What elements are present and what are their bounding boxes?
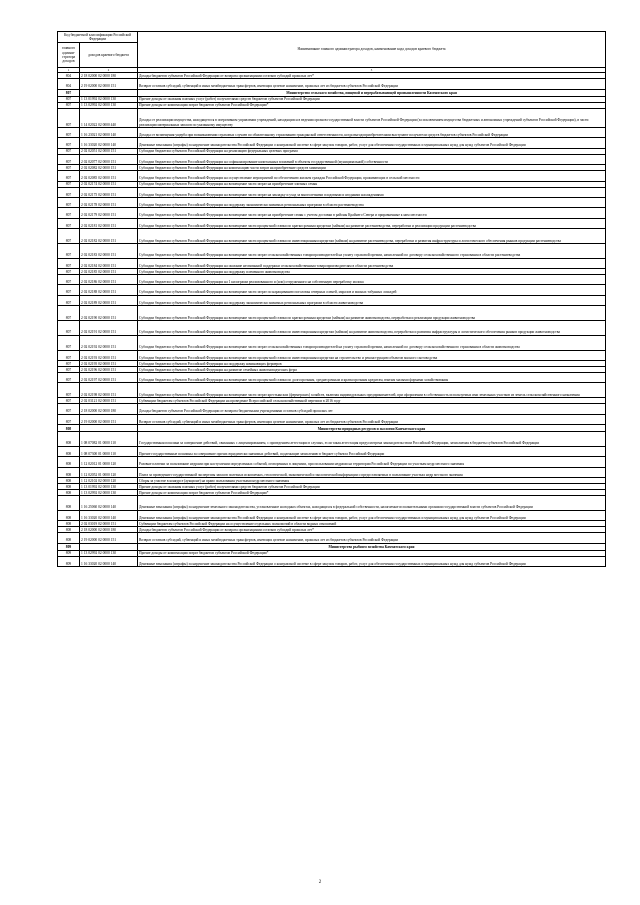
income-code-cell: 2 02 02195 02 0000 151 (80, 361, 138, 367)
table-row (58, 350, 606, 360)
admin-code-cell: 807 (58, 154, 80, 164)
income-name-cell: Плата за проведение государственной экспертизы запасов полезных ископаемых, геологической, экономической и экологической информации о предоставляемых в пользование участках недр местного значения (138, 467, 606, 477)
income-code-cell: 2 19 02000 02 0000 151 (80, 79, 138, 89)
admin-code-cell: 809 (58, 556, 80, 566)
income-name-cell: Субсидии бюджетам субъектов Российской Федерации на возмещение части затрат по наращиванию поголовья северных оленей, маралов и мясных табунных лошадей (138, 285, 606, 295)
income-name-cell: Субвенции бюджетам субъектов Российской Федерации на проведение Всероссийской сельскохозяйственной переписи в 2016 году (138, 398, 606, 404)
income-name-cell: Субсидии бюджетам субъектов Российской Федерации на реализацию федеральных целевых программ (138, 148, 606, 154)
admin-code-cell: 807 (58, 414, 80, 424)
income-name-cell: Субсидии бюджетам субъектов Российской Федерации на возмещение части процентной ставки по долгосрочным, среднесрочным и краткосрочным кредитам, взятым малыми формами хозяйствования (138, 373, 606, 383)
income-code-cell (80, 425, 138, 432)
income-name-cell: Субсидии бюджетам субъектов Российской Федерации на возмещение части процентной ставки по инвестиционным кредитам (займам) на развитие животноводства, переработки и развития инфраструктуры и логистического обеспечения рынков продукции животноводства (138, 321, 606, 336)
ministry-section-row (58, 425, 606, 432)
income-code-cell: 1 13 01992 02 0000 130 (80, 483, 138, 489)
income-code-cell: 1 16 23021 02 0000 140 (80, 127, 138, 137)
income-name-cell: Субсидии бюджетам субъектов Российской Федерации на компенсацию части затрат на приобретение средств химизации (138, 165, 606, 171)
admin-code-cell: 807 (58, 127, 80, 137)
income-code-cell: 2 02 03121 02 0000 151 (80, 398, 138, 404)
table-row (58, 446, 606, 456)
income-name-cell: Субсидии бюджетам субъектов Российской Федерации на поддержку начинающих фермеров (138, 361, 606, 367)
income-name-cell: Прочие доходы от оказания платных услуг (работ) получателями средств бюджетов субъектов Российской Федерации (138, 96, 606, 102)
income-name-cell: Субсидии бюджетам субъектов Российской Федерации на развитие семейных животноводческих ферм (138, 367, 606, 373)
table-row (58, 556, 606, 566)
income-classification-table (57, 31, 606, 567)
admin-code-cell: 807 (58, 404, 80, 414)
table-row (58, 467, 606, 477)
table-row (58, 432, 606, 447)
table-row (58, 457, 606, 467)
page-number: 2 (318, 880, 322, 885)
income-code-cell: 1 14 02022 02 0000 440 (80, 108, 138, 127)
income-code-cell: 1 13 02992 02 0000 130 (80, 489, 138, 495)
income-code-cell: 1 12 02102 02 0000 120 (80, 477, 138, 483)
income-name-cell: Субсидии бюджетам субъектов Российской Федерации на поддержку экономически значимых региональных программ в области животноводства (138, 295, 606, 305)
income-name-cell: Денежные взыскания (штрафы) за нарушение законодательства Российской Федерации о контрактной системе в сфере закупок товаров, работ, услуг для обеспечения государственных и муниципальных нужд для нужд субъектов Российской Федерации (138, 510, 606, 520)
income-name-cell: Субсидии бюджетам субъектов Российской Федерации на возмещение части процентной ставки по краткосрочным кредитам (займам) на развитие животноводства, переработки и реализации продукции животноводства (138, 306, 606, 321)
admin-code-cell: 807 (58, 361, 80, 367)
table-row (58, 79, 606, 89)
table-row (58, 154, 606, 164)
table-row (58, 258, 606, 268)
income-name-cell: Прочие доходы от компенсации затрат бюджетов субъектов Российской Федерации* (138, 102, 606, 108)
income-code-cell: 2 18 02000 02 0000 180 (80, 404, 138, 414)
income-code-cell: 2 02 02174 02 0000 151 (80, 181, 138, 187)
admin-code-cell: 808 (58, 457, 80, 467)
admin-code-cell: 807 (58, 165, 80, 171)
income-code-cell: 2 02 02077 02 0000 151 (80, 154, 138, 164)
admin-code-cell: 807 (58, 269, 80, 275)
table-row (58, 495, 606, 510)
income-code-cell: 1 08 07082 01 0000 110 (80, 432, 138, 447)
income-code-cell: 1 16 33020 02 0000 140 (80, 556, 138, 566)
table-row (58, 335, 606, 350)
admin-code-cell: 808 (58, 521, 80, 527)
ministry-section-row (58, 89, 606, 96)
admin-code-cell: 807 (58, 335, 80, 350)
table-row (58, 533, 606, 543)
table-row (58, 414, 606, 424)
income-code-cell: 2 02 02196 02 0000 151 (80, 367, 138, 373)
income-name-cell: Возврат остатков субсидий, субвенций и иных межбюджетных трансфертов, имеющих целевое назначение, прошлых лет из бюджетов субъектов Российской Федерации (138, 414, 606, 424)
income-name-cell: Субсидии бюджетам субъектов Российской Федерации на возмещение части процентной ставки по инвестиционным кредитам на строительство и реконструкцию объектов мясного скотоводства (138, 350, 606, 360)
admin-code-cell: 807 (58, 208, 80, 218)
admin-code-cell: 807 (58, 148, 80, 154)
income-code-cell: 2 02 02186 02 0000 151 (80, 275, 138, 285)
table-row (58, 510, 606, 520)
admin-code-cell: 807 (58, 306, 80, 321)
income-code-cell: 2 02 02190 02 0000 151 (80, 306, 138, 321)
admin-code-cell: 807 (58, 383, 80, 398)
income-code-cell: 2 02 02175 02 0000 151 (80, 187, 138, 197)
admin-code-cell: 807 (58, 398, 80, 404)
admin-code-cell: 807 (58, 367, 80, 373)
income-name-cell: Прочие доходы от компенсации затрат бюджетов субъектов Российской Федерации* (138, 489, 606, 495)
income-name-cell: Доходы бюджетов субъектов Российской Федерации от возврата бюджетными учреждениями остатков субсидий прошлых лет (138, 404, 606, 414)
income-name-cell: Субсидии бюджетам субъектов Российской Федерации на возмещение части затрат крестьянских (фермерских) хозяйств, включая индивидуальных предпринимателей, при оформлении в собственность используемых ими земельных участков из земель сельскохозяйственного назначения (138, 383, 606, 398)
admin-code-cell: 807 (58, 350, 80, 360)
income-name-cell: Субсидии бюджетам субъектов Российской Федерации на поддержку экономически значимых региональных программ в области растениеводства (138, 197, 606, 207)
table-row (58, 197, 606, 207)
admin-code-cell: 809 (58, 550, 80, 556)
header-income: доходов краевого бюджета (80, 43, 138, 68)
income-name-cell: Субсидии бюджетам субъектов Российской Федерации на оказание несвязанной поддержки сельскохозяйственным товаропроизводителям в области растениеводства (138, 258, 606, 268)
column-number: 2 (80, 68, 138, 73)
income-name-cell: Субсидии бюджетам субъектов Российской Федерации на софинансирование капитальных вложений в объекты государственной (муниципальной) собственности (138, 154, 606, 164)
admin-code-cell: 807 (58, 295, 80, 305)
income-code-cell: 1 12 02012 01 0000 120 (80, 457, 138, 467)
table-row (58, 229, 606, 244)
admin-code-cell: 807 (58, 321, 80, 336)
table-row (58, 171, 606, 181)
income-name-cell: Сборы за участие в конкурсе (аукционе) на право пользования участками недр местного значения (138, 477, 606, 483)
admin-code-cell: 807 (58, 275, 80, 285)
table-row (58, 295, 606, 305)
admin-code-cell: 808 (58, 527, 80, 533)
income-code-cell: 2 02 02197 02 0000 151 (80, 373, 138, 383)
table-row (58, 218, 606, 228)
table-row (58, 108, 606, 127)
income-code-cell: 2 19 02000 02 0000 151 (80, 414, 138, 424)
income-name-cell: Доходы бюджетов субъектов Российской Федерации от возврата организациями остатков субсидий прошлых лет* (138, 527, 606, 533)
admin-code-cell: 807 (58, 229, 80, 244)
income-name-cell: Субсидии бюджетам субъектов Российской Федерации на возмещение части затрат сельскохозяйственных товаропроизводителей на уплату страховой премии, начисленной по договору сельскохозяйственного страхования в области животноводства (138, 335, 606, 350)
income-code-cell: 2 02 02193 02 0000 151 (80, 350, 138, 360)
income-name-cell: Субсидии бюджетам субъектов Российской Федерации на возмещение части затрат сельскохозяйственных товаропроизводителей на уплату страховой премии, начисленной по договору сельскохозяйственного страхования в области растениеводства (138, 243, 606, 258)
income-name-cell: Государственная пошлина за совершение действий, связанных с лицензированием, с проведением аттестации в случаях, если такая аттестация предусмотрена законодательством Российской Федерации, зачисляемая в бюджеты субъектов Российской Федерации (138, 432, 606, 447)
income-code-cell: 2 02 02178 02 0000 151 (80, 197, 138, 207)
admin-code-cell: 807 (58, 108, 80, 127)
column-number: 1 (58, 68, 80, 73)
income-name-cell: Субсидии бюджетам субъектов Российской Федерации на возмещение части затрат на приобретение семян с учетом доставки в районы Крайнего Севера и приравненные к ним местности (138, 208, 606, 218)
table-row (58, 138, 606, 148)
admin-code-cell: 808 (58, 432, 80, 447)
income-code-cell (80, 543, 138, 550)
income-name-cell: Денежные взыскания (штрафы) за нарушение законодательства Российской Федерации о контрактной системе в сфере закупок товаров, работ, услуг для обеспечения государственных и муниципальных нужд для нужд субъектов Российской Федерации (138, 138, 606, 148)
income-code-cell: 2 02 02082 02 0000 151 (80, 165, 138, 171)
income-name-cell: Субсидии бюджетам субъектов Российской Федерации на поддержку племенного животноводства (138, 269, 606, 275)
admin-code-cell: 808 (58, 489, 80, 495)
admin-code-cell: 807 (58, 373, 80, 383)
income-code-cell (80, 89, 138, 96)
income-code-cell: 1 16 25060 02 0000 140 (80, 495, 138, 510)
header-name: Наименование главного администратора доходов, наименование кода доходов краевого бюджета (138, 32, 606, 68)
table-row (58, 127, 606, 137)
income-name-cell: Возврат остатков субсидий, субвенций и иных межбюджетных трансфертов, имеющих целевое назначение, прошлых лет из бюджетов субъектов Российской Федерации (138, 79, 606, 89)
income-code-cell: 1 16 33020 02 0000 140 (80, 138, 138, 148)
admin-code-cell: 808 (58, 477, 80, 483)
admin-code-cell: 804 (58, 73, 80, 79)
table-row (58, 321, 606, 336)
income-code-cell: 2 02 02185 02 0000 151 (80, 269, 138, 275)
income-code-cell: 2 02 02191 02 0000 151 (80, 321, 138, 336)
admin-code-cell: 807 (58, 96, 80, 102)
income-name-cell: Денежные взыскания (штрафы) за нарушение земельного законодательства, установленное на водных объектах, находящихся в федеральной собственности, налагаемые исполнительными органами государственной власти субъектов Российской Федерации (138, 495, 606, 510)
income-code-cell: 2 02 02182 02 0000 151 (80, 229, 138, 244)
admin-code-cell: 808 (58, 425, 80, 432)
admin-code-cell: 808 (58, 495, 80, 510)
income-code-cell: 2 02 02184 02 0000 151 (80, 258, 138, 268)
admin-code-cell: 807 (58, 197, 80, 207)
admin-code-cell: 807 (58, 258, 80, 268)
admin-code-cell: 807 (58, 285, 80, 295)
admin-code-cell: 808 (58, 483, 80, 489)
income-code-cell: 1 16 33020 02 0000 140 (80, 510, 138, 520)
admin-code-cell: 808 (58, 533, 80, 543)
table-row (58, 243, 606, 258)
income-code-cell: 2 02 02051 02 0000 151 (80, 148, 138, 154)
income-name-cell: Доходы от возмещения ущерба при возникновении страховых случаев по обязательному страхованию гражданской ответственности, когда выгодоприобретателями выступают получатели средств бюджетов субъектов Российской Федерации (138, 127, 606, 137)
header-row-1 (58, 32, 606, 43)
admin-code-cell: 807 (58, 171, 80, 181)
column-number: 3 (138, 68, 606, 73)
admin-code-cell: 808 (58, 446, 80, 456)
income-name-cell: Денежные взыскания (штрафы) за нарушение законодательства Российской Федерации о контрактной системе в сфере закупок товаров, работ, услуг для обеспечения государственных и муниципальных нужд для нужд субъектов Российской Федерации (138, 556, 606, 566)
income-name-cell: Субсидии бюджетам субъектов Российской Федерации на возмещение части процентной ставки по краткосрочным кредитам (займам) на развитие растениеводства, переработки и реализации продукции растениеводства (138, 218, 606, 228)
income-code-cell: 2 02 02198 02 0000 151 (80, 383, 138, 398)
income-name-cell: Прочие государственные пошлины за совершение прочих юридически значимых действий, подлежащие зачислению в бюджет субъекта Российской Федерации (138, 446, 606, 456)
table-row (58, 306, 606, 321)
income-code-cell: 2 02 02189 02 0000 151 (80, 295, 138, 305)
income-name-cell: Прочие доходы от компенсации затрат бюджетов субъектов Российской Федерации* (138, 550, 606, 556)
admin-code-cell: 808 (58, 510, 80, 520)
admin-code-cell: 809 (58, 543, 80, 550)
table-row (58, 404, 606, 414)
table-row (58, 275, 606, 285)
income-name-cell: Субсидии бюджетам субъектов Российской Федерации на возмещение части процентной ставки по инвестиционным кредитам (займам) на развитие растениеводства, переработки и развития инфраструктуры и логистического обеспечения рынков продукции растениеводства (138, 229, 606, 244)
header-code-group: Код бюджетной классификации Российской Федерации (58, 32, 138, 43)
ministry-section-row (58, 543, 606, 550)
income-code-cell: 1 13 02992 02 0000 130 (80, 102, 138, 108)
income-code-cell: 1 12 02052 01 0000 120 (80, 467, 138, 477)
admin-code-cell: 808 (58, 467, 80, 477)
income-code-cell: 2 02 02188 02 0000 151 (80, 285, 138, 295)
income-code-cell: 2 02 03019 02 0000 151 (80, 521, 138, 527)
table-row (58, 187, 606, 197)
header-admin: главного админи-стратора доходов (58, 43, 80, 68)
admin-code-cell: 807 (58, 89, 80, 96)
income-code-cell: 2 02 02183 02 0000 151 (80, 243, 138, 258)
income-code-cell: 1 08 07300 01 0000 110 (80, 446, 138, 456)
income-name-cell: Возврат остатков субсидий, субвенций и иных межбюджетных трансфертов, имеющих целевое назначение, прошлых лет из бюджетов субъектов Российской Федерации (138, 533, 606, 543)
income-name-cell: Доходы бюджетов субъектов Российской Федерации от возврата организациями остатков субсидий прошлых лет* (138, 73, 606, 79)
admin-code-cell: 807 (58, 138, 80, 148)
table-row (58, 383, 606, 398)
income-name-cell: Субсидии бюджетам субъектов Российской Федерации на возмещение части затрат на закладку и уход за многолетними плодовыми и ягодными насаждениями (138, 187, 606, 197)
income-code-cell: 2 02 02192 02 0000 151 (80, 335, 138, 350)
income-code-cell: 1 13 02992 02 0000 130 (80, 550, 138, 556)
income-code-cell: 2 18 02000 02 0000 180 (80, 73, 138, 79)
income-code-cell: 2 02 02179 02 0000 151 (80, 208, 138, 218)
admin-code-cell: 807 (58, 187, 80, 197)
ministry-name-cell: Министерство рыбного хозяйства Камчатского края (138, 543, 606, 550)
admin-code-cell: 807 (58, 243, 80, 258)
admin-code-cell: 807 (58, 181, 80, 187)
table-row (58, 373, 606, 383)
admin-code-cell: 804 (58, 79, 80, 89)
income-code-cell: 2 02 02085 02 0000 151 (80, 171, 138, 181)
income-name-cell: Прочие доходы от оказания платных услуг (работ) получателями средств бюджетов субъектов Российской Федерации (138, 483, 606, 489)
income-name-cell: Разовые платежи за пользование недрами при наступлении определенных событий, оговоренных в лицензии, при пользовании недрами на территории Российской Федерации по участкам недр местного значения (138, 457, 606, 467)
income-code-cell: 1 13 01992 02 0000 130 (80, 96, 138, 102)
ministry-name-cell: Министерство сельского хозяйства, пищевой и перерабатывающей промышленности Камчатского края (138, 89, 606, 96)
ministry-name-cell: Министерство природных ресурсов и экологии Камчатского края (138, 425, 606, 432)
income-name-cell: Субсидии бюджетам субъектов Российской Федерации на осуществление мероприятий по обеспечению жильем граждан Российской Федерации, проживающих в сельской местности (138, 171, 606, 181)
income-name-cell: Субсидии бюджетам субъектов Российской Федерации на 1 килограмм реализованного и (или) отгруженного на собственную переработку молока (138, 275, 606, 285)
income-name-cell: Доходы от реализации имущества, находящегося в оперативном управлении учреждений, находящихся в ведении органов государственной власти субъектов Российской Федерации (за исключением имущества бюджетных и автономных учреждений субъектов Российской Федерации), в части реализации материальных запасов по указанному имуществу (138, 108, 606, 127)
admin-code-cell: 807 (58, 218, 80, 228)
income-code-cell: 2 19 02000 02 0000 151 (80, 533, 138, 543)
table-row (58, 208, 606, 218)
income-name-cell: Субвенции бюджетам субъектов Российской Федерации на осуществление отдельных полномочий в области водных отношений (138, 521, 606, 527)
table-body (58, 73, 606, 567)
income-name-cell: Субсидии бюджетам субъектов Российской Федерации на возмещение части затрат на приобретение элитных семян (138, 181, 606, 187)
table-row (58, 285, 606, 295)
admin-code-cell: 807 (58, 102, 80, 108)
income-code-cell: 2 02 02181 02 0000 151 (80, 218, 138, 228)
income-code-cell: 2 18 02000 02 0000 180 (80, 527, 138, 533)
